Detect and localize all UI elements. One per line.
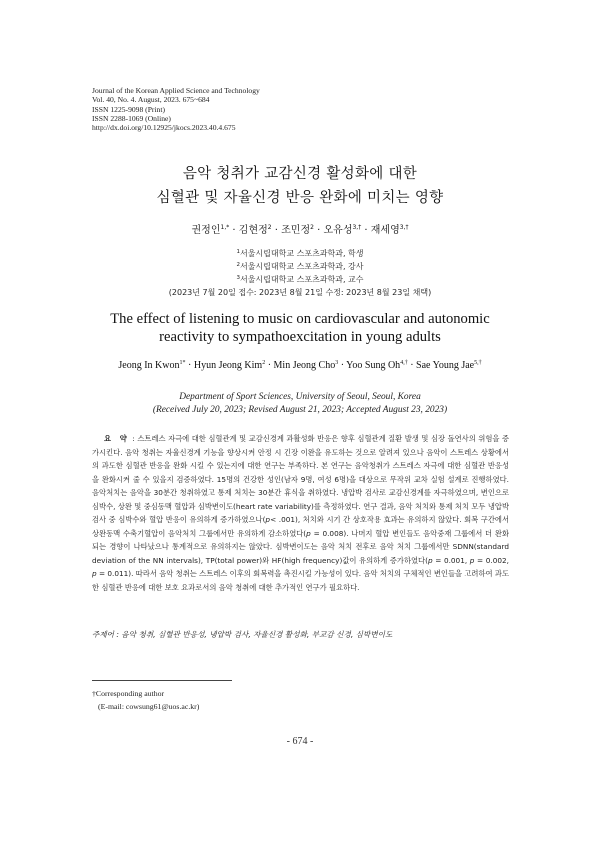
english-title-line-1: The effect of listening to music on cardiovascular and autonomic <box>110 311 490 327</box>
author-3-en: Min Jeong Cho <box>273 360 336 371</box>
journal-doi: http://dx.doi.org/10.12925/jkocs.2023.40.4.675 <box>92 123 236 133</box>
author-4-en-mark: 4,† <box>400 360 408 366</box>
korean-dates: (2023년 7월 20일 접수: 2023년 8월 21일 수정: 2023년 8월 23일 채택) <box>168 288 432 297</box>
author-separator: · <box>271 225 282 236</box>
author-separator: · <box>229 225 239 236</box>
journal-volume: Vol. 40, No. 4. August, 2023. 675~684 <box>92 95 210 105</box>
author-5-mark: 3,† <box>399 224 409 231</box>
affiliation-3 <box>60 274 540 285</box>
english-department: Department of Sport Sciences, University of Seoul, Seoul, Korea <box>179 392 421 402</box>
abstract-text: 스트레스 자극에 대한 심혈관계 및 교감신경계 과활성화 반응은 향후 심혈관계 질환 발생 및 심장 돌연사의 위험을 증가시킨다. 음악 청취는 자율신경계 기능을 향상시켜 안정 시 긴장 이완을 유도하는 것으로 알려져 있으나 음악이 스트레스 상황에서의 과도한 심혈관 반응을 완화 시킬 수 있는지에 대한 연구는 부족하다. 본 연구는 음악청취가 스트레스 자극에 대한 심혈관 반응성을 완화시켜 줄 수 있을지 검증하였다. 15명의 건강한 성인(남자 9명, 여성 6명)을 대상으로 무작위 교차 실험 설계로 진행하였다. 음악처치는 음악을 30분간 청취하였고 통제 처치는 30분간 휴식을 취하였다. 냉압박 검사로 교감신경계를 자극하였으며, 변인으로 심박수, 상완 및 중심동맥 혈압과 심박변이도(heart rate variability)를 측정하였다. 연구 결과, 음악 처치와 통제 처치 모두 냉압박 검사 중 심박수와 혈압 반응이 유의하게 증가하였으나( <box>92 434 509 524</box>
p-symbol: p <box>265 515 271 524</box>
author-separator: · <box>265 360 274 371</box>
author-separator: · <box>361 225 371 236</box>
korean-authors <box>60 221 540 236</box>
author-1: 권정인 <box>191 225 221 236</box>
journal-name: Journal of the Korean Applied Science and Technology <box>92 86 260 95</box>
abstract-text: = 0.002, <box>474 555 509 565</box>
english-authors <box>60 360 540 371</box>
author-4-en: Yoo Sung Oh <box>346 360 401 371</box>
footnote-divider <box>92 680 232 681</box>
p-symbol: p <box>92 569 97 578</box>
author-2: 김현정 <box>238 225 268 236</box>
affiliation-1 <box>60 248 540 259</box>
author-1-en: Jeong In Kwon <box>118 360 180 371</box>
author-separator: · <box>313 225 324 236</box>
keywords: 주제어 : 음악 청취, 심혈관 반응성, 냉압박 검사, 자율신경 활성화, 부교감 신경, 심박변이도 <box>92 630 393 639</box>
korean-title-line-2: 심혈관 및 자율신경 반응 완화에 미치는 영향 <box>156 190 444 206</box>
author-4: 오유성 <box>323 225 353 236</box>
author-1-en-mark: 1* <box>179 360 186 366</box>
author-1-mark: 1,* <box>220 224 230 231</box>
affiliation-2-num: 2 <box>236 262 240 268</box>
journal-info <box>92 86 392 132</box>
author-separator: · <box>185 360 194 371</box>
author-3: 조민정 <box>281 225 311 236</box>
affiliation-3-text: 서울시립대학교 스포츠과학과, 교수 <box>239 275 364 284</box>
affiliation-1-text: 서울시립대학교 스포츠과학과, 학생 <box>239 249 364 258</box>
abstract-text: < .001), 처치와 시기 간 상호작용 효과는 유의하지 않았다. 회복 구간에서 상완동맥 수축기혈압이 음악처치 그룹에서만 유의하게 감소하였다( <box>92 515 509 538</box>
p-symbol: p <box>306 528 311 538</box>
author-3-en-mark: 3 <box>335 360 339 366</box>
abstract-text: = 0.008). 나머지 혈압 변인들도 음악중재 그룹에서 더 완화되는 경향이 나타났으나 통계적으로 유의하지는 않았다. 심박변이도는 음악 처치 전후로 음악 처치 그룹에서만 SDNN(standard deviation of the NN intervals), TP(total power)와 HF(high frequency)값이 유의하게 증가하였다( <box>92 528 509 565</box>
author-2-mark: 2 <box>267 224 272 231</box>
author-5-en: Sae Young Jae <box>416 360 475 371</box>
abstract-label: 요 약 <box>104 434 130 443</box>
abstract <box>92 432 509 594</box>
p-symbol: p <box>427 555 433 565</box>
author-5: 재세영 <box>370 225 400 236</box>
journal-issn-online: ISSN 2288-1069 (Online) <box>92 113 171 123</box>
page-number: - 674 - <box>286 736 314 747</box>
abstract-text: = 0.011). 따라서 음악 청취는 스트레스 이후의 회복력을 촉진시킬 가능성이 있다. 음악 처치의 구체적인 변인들을 고려하여 과도한 심혈관 반응에 대한 보호 요과로서의 음악 청취에 대한 추가적인 연구가 필요하다. <box>92 569 509 592</box>
footnote-corresponding: †Corresponding author <box>92 689 165 698</box>
footnote-email: (E-mail: cowsung61@uos.ac.kr) <box>98 702 200 711</box>
author-2-en-mark: 2 <box>262 360 266 366</box>
p-symbol: p <box>469 555 475 565</box>
author-5-en-mark: 5,† <box>474 360 482 366</box>
korean-title-line-1: 음악 청취가 교감신경 활성화에 대한 <box>182 166 418 182</box>
journal-issn-print: ISSN 1225-9098 (Print) <box>92 104 165 114</box>
affiliation-2-text: 서울시립대학교 스포츠과학과, 강사 <box>239 262 364 271</box>
affiliation-3-num: 3 <box>236 275 240 281</box>
affiliation-1-num: 1 <box>236 249 240 255</box>
author-3-mark: 2 <box>310 224 314 231</box>
abstract-colon: : <box>129 434 138 443</box>
affiliation-2 <box>60 261 540 272</box>
english-title-line-2: reactivity to sympathoexcitation in young adults <box>159 329 441 345</box>
author-separator: · <box>338 360 347 371</box>
author-2-en: Hyun Jeong Kim <box>193 360 263 371</box>
author-4-mark: 3,† <box>352 224 362 231</box>
abstract-text: = 0.001, <box>432 555 470 565</box>
english-dates: (Received July 20, 2023; Revised August 21, 2023; Accepted August 23, 2023) <box>152 405 448 415</box>
author-separator: · <box>407 360 417 371</box>
